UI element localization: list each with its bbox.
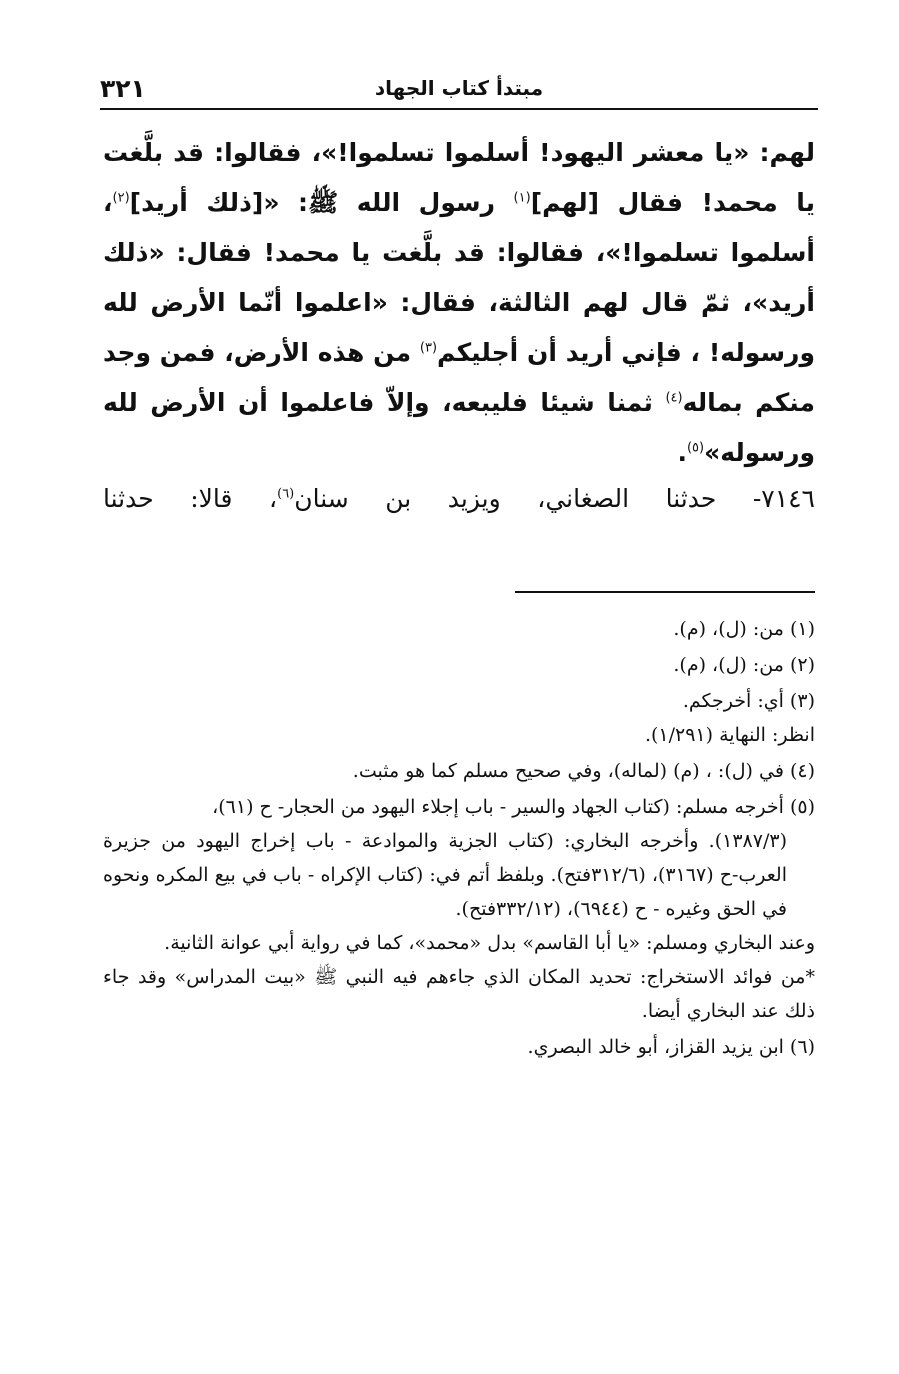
footnote-3-ref: انظر: النهاية (١/٢٩١).	[644, 724, 815, 746]
text-segment: ثمنا شيئا فليبعه، وإلاّ فاعلموا أن الأرض لله ورسوله»	[103, 388, 815, 467]
footnote-4: (٤) في (ل): ، (م) (لماله)، وفي صحيح مسلم كما هو مثبت.	[352, 760, 815, 782]
hadith-text-paragraph	[103, 128, 815, 478]
footnotes	[103, 612, 815, 1064]
text-segment: رسول الله ﷺ: «[ذلك أريد]	[129, 188, 514, 217]
footnote-5-note: وعند البخاري ومسلم: «يا أبا القاسم» بدل «محمد»، كما في رواية أبي عوانة الثانية.	[164, 932, 815, 954]
footnote-5-benefit: *من فوائد الاستخراج: تحديد المكان الذي جاءهم فيه النبي ﷺ «بيت المدراس» وقد جاء ذلك عند البخاري أيضا.	[103, 966, 815, 1022]
footnote-ref-3: (٣)	[419, 340, 438, 356]
text-segment: .	[677, 438, 687, 467]
footnote-ref-2: (٢)	[112, 190, 130, 206]
running-title: مبتدأ كتاب الجهاد	[374, 76, 544, 100]
text-segment: ، قالا: حدثنا	[103, 484, 278, 513]
page-number: ٣٢١	[100, 74, 146, 103]
footnote-1: (١) من: (ل)، (م).	[673, 618, 815, 640]
main-text	[103, 128, 815, 478]
footnote-ref-5: (٥)	[686, 440, 705, 456]
footnote-ref-1: (١)	[513, 190, 531, 206]
next-hadith-line	[103, 474, 815, 524]
text-segment: لهم: «يا معشر اليهود! أسلموا تسلموا!»، فقالوا: قد بلَّغت يا محمد! فقال [لهم]	[103, 138, 815, 217]
text-segment: ، أسلموا تسلموا!»، فقالوا: قد بلَّغت يا محمد! فقال: «ذلك أريد»، ثمّ قال لهم الثالثة، فقال: «اعلموا أنّما الأرض لله ورسوله! ، فإني أريد أن أجليكم	[103, 188, 815, 367]
page-header	[100, 74, 818, 110]
footnote-3: (٣) أي: أخرجكم.	[682, 690, 815, 712]
text-segment: من هذه الأرض، فمن وجد منكم بماله	[103, 338, 815, 417]
text-segment: ٧١٤٦- حدثنا الصغاني، ويزيد بن سنان	[294, 484, 815, 513]
footnote-separator	[515, 591, 815, 593]
footnote-ref-6: (٦)	[277, 486, 295, 502]
footnote-5: (٥) أخرجه مسلم: (كتاب الجهاد والسير - باب إجلاء اليهود من الحجار- ح (٦١)،	[212, 796, 815, 818]
footnote-5-refs: (١٣٨٧/٣). وأخرجه البخاري: (كتاب الجزية والموادعة - باب إخراج اليهود من جزيرة العرب-ح (٣١٦٧)، (٣١٢/٦فتح). وبلفظ أتم في: (كتاب الإكراه - باب في بيع المكره ونحوه في الحق وغيره - ح (٦٩٤٤)، (٣٣٢/١٢فتح).	[103, 830, 787, 920]
footnote-2: (٢) من: (ل)، (م).	[673, 654, 815, 676]
footnote-6: (٦) ابن يزيد القزاز، أبو خالد البصري.	[527, 1036, 815, 1058]
footnote-ref-4: (٤)	[665, 390, 683, 406]
